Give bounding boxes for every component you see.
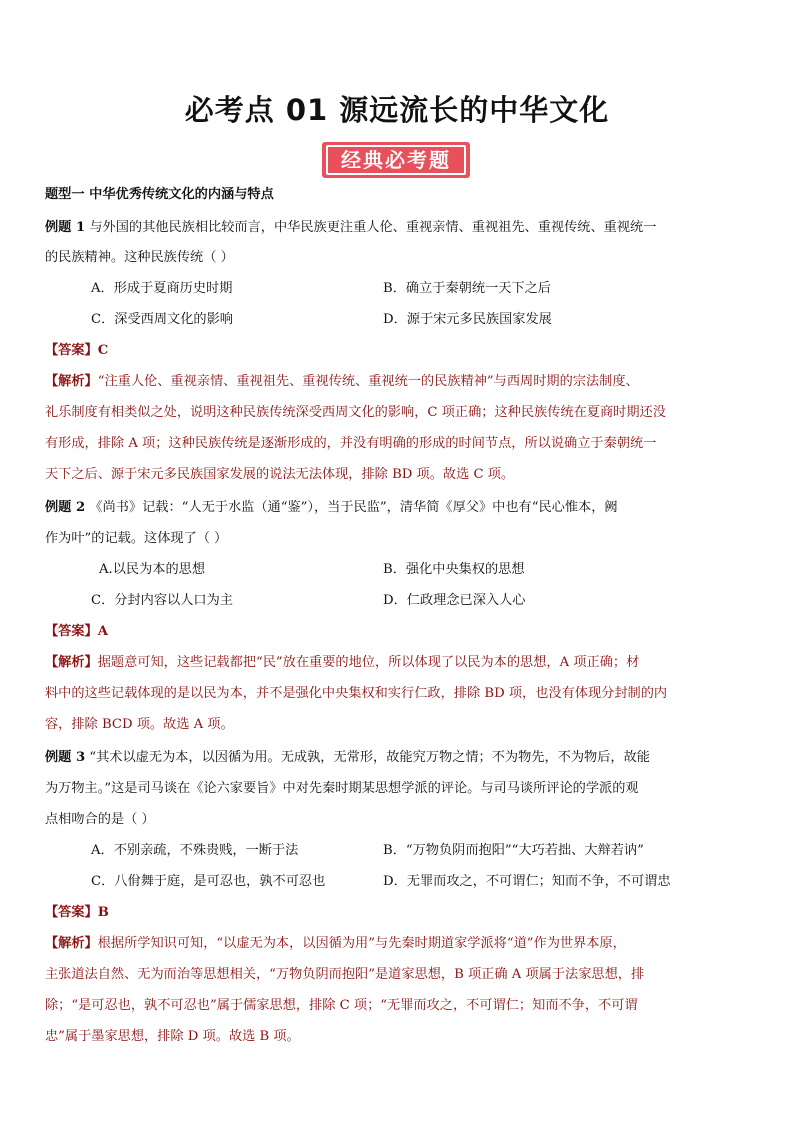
question-2-option-a: A.以民为本的思想 [99, 562, 206, 577]
question-3-answer [45, 904, 109, 922]
question-2-line-1 [45, 499, 618, 517]
question-1-option-c: C．深受西周文化的影响 [91, 312, 233, 327]
question-3-line-1 [45, 749, 650, 767]
question-1-analysis-line-1 [45, 373, 639, 391]
analysis-text: 据题意可知，这些记载都把“民”放在重要的地位，所以体现了以民为本的思想，A 项正确；材 [97, 655, 640, 670]
question-1-text: 与外国的其他民族相比较而言，中华民族更注重人伦、重视亲情、重视祖先、重视传统、重视统一 [85, 220, 657, 235]
question-3-label: 例题 3 [45, 750, 86, 765]
question-3-option-b: B．“万物负阴而抱阳”“大巧若拙、大辩若讷” [383, 843, 644, 858]
question-2-label: 例题 2 [45, 500, 86, 515]
analysis-label: 【解析】 [45, 655, 98, 670]
analysis-label: 【解析】 [45, 374, 98, 389]
question-3-option-d: D．无罪而攻之，不可谓仁；知而不争，不可谓忠 [383, 874, 671, 889]
classic-exam-badge [322, 142, 470, 178]
question-2-option-c: C．分封内容以人口为主 [91, 593, 233, 608]
question-3-analysis-line-2: 主张道法自然、无为而治等思想相关，“万物负阴而抱阳”是道家思想，B 项正确 A 项属于法家思想，排 [45, 967, 645, 982]
question-2-analysis-line-1 [45, 654, 639, 672]
question-3-line-2: 为万物主。”这是司马谈在《论六家要旨》中对先秦时期某思想学派的评论。与司马谈所评论的学派的观 [45, 781, 639, 796]
question-2-text: 《尚书》记载：“人无于水监（通“鉴”），当于民监”，清华简《厚父》中也有“民心惟本，阙 [85, 500, 618, 515]
question-3-analysis-line-1 [45, 935, 626, 953]
question-2-analysis-line-2: 料中的这些记载体现的是以民为本，并不是强化中央集权和实行仁政，排除 BD 项，也没有体现分封制的内 [45, 686, 668, 701]
badge-label: 经典必考题 [326, 145, 466, 175]
question-3-option-a: A．不别亲疏，不殊贵贱，一断于法 [91, 843, 299, 858]
page-title: 必考点 01 源远流长的中华文化 [184, 93, 610, 127]
question-1-option-d: D．源于宋元多民族国家发展 [383, 312, 552, 327]
question-1-analysis-line-4: 天下之后、源于宋元多民族国家发展的说法无法体现，排除 BD 项。故选 C 项。 [45, 467, 515, 482]
answer-label: 【答案】 [45, 624, 98, 639]
question-3-line-3: 点相吻合的是（ ） [45, 812, 155, 827]
analysis-label: 【解析】 [45, 936, 98, 951]
question-1-option-a: A．形成于夏商历史时期 [91, 281, 233, 296]
question-2-analysis-line-3: 容，排除 BCD 项。故选 A 项。 [45, 717, 234, 732]
question-1-label: 例题 1 [45, 220, 86, 235]
question-3-text: “其术以虚无为本，以因循为用。无成孰，无常形，故能究万物之情；不为物先，不为物后，故能 [85, 750, 650, 765]
answer-value: B [97, 905, 109, 920]
question-1-analysis-line-3: 有形成，排除 A 项；这种民族传统是逐渐形成的，并没有明确的形成的时间节点，所以说确立于秦朝统一 [45, 436, 657, 451]
question-1-line-2: 的民族精神。这种民族传统（ ） [45, 250, 234, 265]
answer-value: C [97, 343, 109, 358]
question-2-answer [45, 623, 108, 641]
analysis-text: 根据所学知识可知，“以虚无为本，以因循为用”与先秦时期道家学派将“道”作为世界本原， [97, 936, 626, 951]
question-2-option-b: B．强化中央集权的思想 [383, 562, 525, 577]
question-1-answer [45, 342, 108, 360]
answer-label: 【答案】 [45, 905, 98, 920]
question-3-option-c: C．八佾舞于庭，是可忍也，孰不可忍也 [91, 874, 326, 889]
answer-label: 【答案】 [45, 343, 98, 358]
question-1-analysis-line-2: 礼乐制度有相类似之处，说明这种民族传统深受西周文化的影响，C 项正确；这种民族传统在夏商时期还没 [45, 405, 666, 420]
section-heading: 题型一 中华优秀传统文化的内涵与特点 [45, 187, 274, 202]
question-3-analysis-line-4: 忠”属于墨家思想，排除 D 项。故选 B 项。 [45, 1029, 300, 1044]
answer-value: A [97, 624, 108, 639]
analysis-text: “注重人伦、重视亲情、重视祖先、重视传统、重视统一的民族精神”与西周时期的宗法制度、 [97, 374, 639, 389]
question-3-analysis-line-3: 除；“是可忍也，孰不可忍也”属于儒家思想，排除 C 项；“无罪而攻之，不可谓仁；知而不争，不可谓 [45, 998, 638, 1013]
question-1-line-1 [45, 219, 656, 237]
question-2-line-2: 作为叶”的记载。这体现了（ ） [45, 531, 228, 546]
question-1-option-b: B．确立于秦朝统一天下之后 [383, 281, 551, 296]
question-2-option-d: D．仁政理念已深入人心 [383, 593, 526, 608]
